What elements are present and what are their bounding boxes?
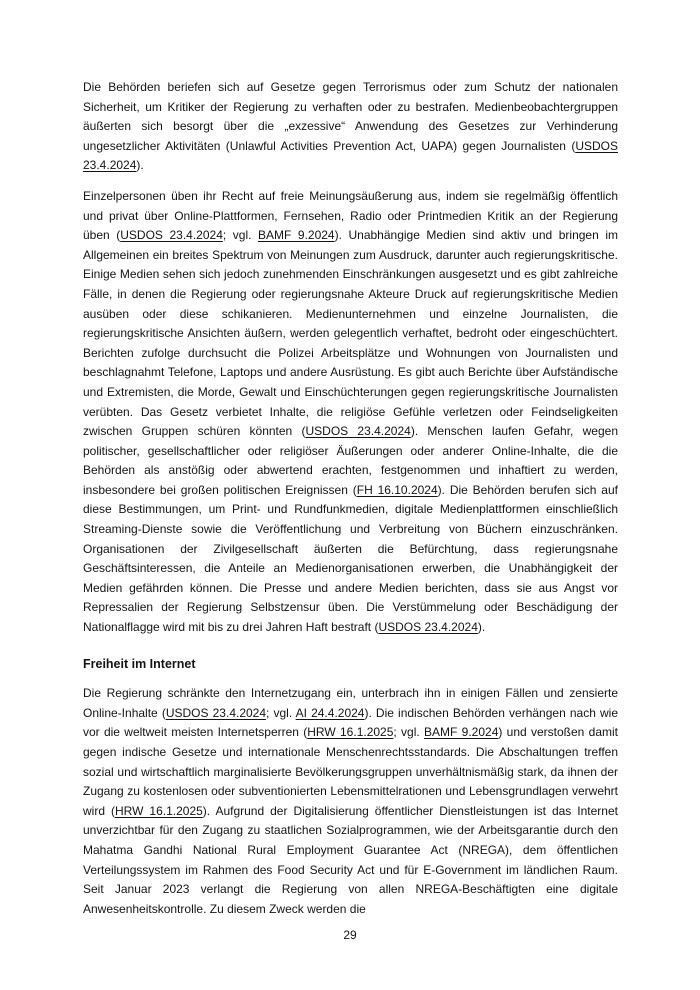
- text-run: ).: [477, 620, 486, 635]
- text-run: ). Unabhängige Medien sind aktiv und bringen im Allgemeinen ein breites Spektrum von Meinungen zum Ausdruck, darunter auch regierungskritische. Einige Medien sehen sich jedoch zunehmenden Einschränkungen ausgesetzt und es gibt zahlreiche Fälle, in denen die Regierung oder regierungsnahe Akteure Druck auf regierungskritische Medien ausüben oder diese schikanieren. Medienunternehmen und einzelne Journalisten, die regierungskritische Ansichten äußern, werden gelegentlich verhaftet, bedroht oder eingeschüchtert. Berichten zufolge durchsucht die Polizei Arbeitsplätze und Wohnungen von Journalisten und beschlagnahmt Telefone, Laptops und andere Ausrüstung. Es gibt auch Berichte über Aufständische und Extremisten, die Morde, Gewalt und Einschüchterungen gegen regierungskritische Journalisten verübten. Das Gesetz verbietet Inhalte, die religiöse Gefühle verletzen oder Feindseligkeiten zwischen Gruppen schüren könnten (: [83, 228, 618, 439]
- paragraph: [83, 187, 618, 638]
- citation-link[interactable]: USDOS 23.4.2024: [165, 705, 267, 720]
- text-run: Die Behörden beriefen sich auf Gesetze gegen Terrorismus oder zum Schutz der nationalen Sicherheit, um Kritiker der Regierung zu verhaften oder zu bestrafen. Medienbeobachtergruppen äußerten sich besorgt über die „exzessive“ Anwendung des Gesetzes zur Verhinderung ungesetzlicher Aktivitäten (Unlawful Activities Prevention Act, UAPA) gegen Journalisten (: [83, 80, 618, 153]
- citation-link[interactable]: USDOS 23.4.2024: [120, 228, 223, 243]
- text-run: ). Menschen laufen Gefahr, wegen politischer, gesellschaftlicher oder religiöser Äußerungen oder anderer Online-Inhalte, die die Behörden als anstößig oder abwertend erachten, festgenommen und inhaftiert zu werden, insbesondere bei großen politischen Ereignissen (: [83, 424, 618, 497]
- text-run: ; vgl.: [393, 725, 425, 740]
- text-run: ) und verstoßen damit gegen indische Gesetze und internationale Menschenrechtsstandards. Die Abschaltungen treffen sozial und wirtschaftlich marginalisierte Bevölkerungsgruppen unverhältnismäßig stark, da ihnen der Zugang zu kostenlosen oder subventionierten Lebensmittelrationen und Lebensgrundlagen verwehrt wird (: [83, 725, 618, 818]
- citation-link[interactable]: HRW 16.1.2025: [114, 803, 203, 818]
- citation-link[interactable]: BAMF 9.2024: [258, 228, 335, 243]
- citation-link[interactable]: USDOS 23.4.2024: [305, 424, 411, 439]
- citation-link[interactable]: HRW 16.1.2025: [307, 725, 394, 740]
- section-heading: Freiheit im Internet: [83, 656, 196, 671]
- citation-link[interactable]: AI 24.4.2024: [295, 705, 365, 720]
- text-run: ). Aufgrund der Digitalisierung öffentlicher Dienstleistungen ist das Internet unverzichtbar für den Zugang zu staatlichen Sozialprogrammen, wie der Arbeitsgarantie durch den Mahatma Gandhi National Rural Employment Guarantee Act (NREGA), dem öffentlichen Verteilungssystem im Rahmen des Food Security Act und für E-Government im ländlichen Raum. Seit Januar 2023 verlangt die Regierung von allen NREGA-Beschäftigten eine digitale Anwesenheitskontrolle. Zu diesem Zweck werden die: [83, 803, 618, 916]
- citation-link[interactable]: USDOS 23.4.2024: [83, 138, 618, 173]
- document-content: [83, 78, 618, 919]
- citation-link[interactable]: BAMF 9.2024: [424, 725, 499, 740]
- text-run: Die Regierung schränkte den Internetzugang ein, unterbrach ihn in einigen Fällen und zensierte Online-Inhalte (: [83, 686, 618, 720]
- text-run: ; vgl.: [222, 228, 258, 243]
- text-run: Einzelpersonen üben ihr Recht auf freie Meinungsäußerung aus, indem sie regelmäßig öffentlich und privat über Online-Plattformen, Fernsehen, Radio oder Printmedien Kritik an der Regierung üben (: [83, 188, 618, 243]
- citation-link[interactable]: USDOS 23.4.2024: [378, 620, 478, 635]
- text-run: ). Die indischen Behörden verhängen nach wie vor die weltweit meisten Internetsperren (: [83, 705, 619, 740]
- text-run: ).: [136, 158, 144, 173]
- text-run: ). Die Behörden berufen sich auf diese Bestimmungen, um Print- und Rundfunkmedien, digitale Medienplattformen einschließlich Streaming-Dienste sowie die Veröffentlichung und Verbreitung von Büchern einzuschränken. Organisationen der Zivilgesellschaft äußerten die Befürchtung, dass regierungsnahe Geschäftsinteressen, die Anteile an Medienorganisationen erwerben, die Unabhängigkeit der Medien gefährden können. Die Presse und andere Medien berichten, dass sie aus Angst vor Repressalien der Regierung Selbstzensur üben. Die Verstümmelung oder Beschädigung der Nationalflagge wird mit bis zu drei Jahren Haft bestraft (: [83, 482, 618, 635]
- paragraph: [83, 78, 618, 176]
- text-run: ; vgl.: [266, 705, 296, 720]
- citation-link[interactable]: FH 16.10.2024: [356, 482, 438, 497]
- paragraph: [83, 684, 618, 919]
- page-number: 29: [343, 928, 357, 943]
